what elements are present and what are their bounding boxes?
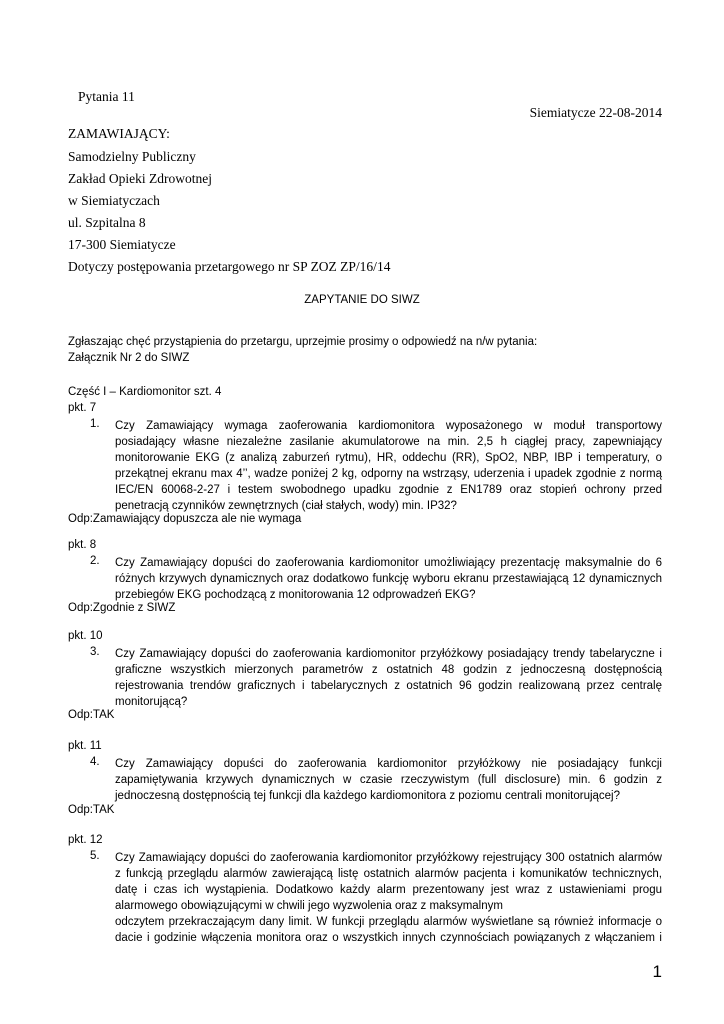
question-line: różnych krzywych dynamicznych oraz dodatkowo funkcję wyboru ekranu przestawiającą 12 dynamicznych xyxy=(115,573,662,585)
question-line: Czy Zamawiający dopuści do zaoferowania kardiomonitor umożliwiający prezentację maksymalnie do 6 xyxy=(115,557,662,569)
question-line: Czy Zamawiający wymaga zaoferowania kardiomonitora wyposażonego w moduł transportowy xyxy=(115,420,662,432)
question-line: monitorującą? xyxy=(115,696,188,708)
intro-text: Zgłaszając chęć przystąpienia do przetargu, uprzejmie prosimy o odpowiedź na n/w pytania: xyxy=(68,336,538,348)
document-label: Pytania 11 xyxy=(78,89,135,104)
org-line: 17-300 Siemiatycze xyxy=(68,237,176,252)
org-line: Samodzielny Publiczny xyxy=(68,149,196,164)
answer-text: Odp:Zamawiający dopuszcza ale nie wymaga xyxy=(68,513,302,525)
question-line: IEC/EN 60068-2-27 i testem swobodnego upadku zgodnie z EN1789 oraz stopień ochrony przed xyxy=(115,484,662,496)
question-number: 1. xyxy=(90,418,100,430)
question-line: rejestrowania trendów graficznych i tabelarycznych z ostatnich 96 godzin realizowaną przez centralę xyxy=(115,680,662,692)
question-text xyxy=(115,555,662,603)
question-number: 2. xyxy=(90,555,100,567)
orderer-heading: ZAMAWIAJĄCY: xyxy=(68,126,170,141)
question-line: Czy Zamawiający dopuści do zaoferowania kardiomonitor przyłóżkowy posiadający trendy tabelaryczne i xyxy=(115,648,662,660)
answer-text: Odp:Zgodnie z SIWZ xyxy=(68,602,176,614)
question-line: jednoczesną dostępnością tej funkcji dla każdego kardiomonitora z poziomu centrali monitorującej? xyxy=(115,790,621,802)
question-line: Czy Zamawiający dopuści do zaoferowania kardiomonitor przyłóżkowy nie posiadający funkcji xyxy=(115,758,662,770)
question-pkt: pkt. 11 xyxy=(68,740,102,752)
question-number: 5. xyxy=(90,850,100,862)
question-text xyxy=(115,646,662,710)
question-line: alarmowego obowiązującymi w chwili jego wyzwolenia oraz z maksymalnym xyxy=(115,900,503,912)
section-heading: Część I – Kardiomonitor szt. 4 xyxy=(68,386,222,398)
question-pkt: pkt. 10 xyxy=(68,630,103,642)
question-text xyxy=(115,850,662,946)
question-line: datę i czas ich wystąpienia. Dodatkowo każdy alarm prezentowany jest wraz z ustawieniami progu xyxy=(115,884,662,896)
answer-text: Odp:TAK xyxy=(68,709,115,721)
question-pkt: pkt. 8 xyxy=(68,539,97,551)
question-line: odczytem przekraczającym dany limit. W funkcji przeglądu alarmów wyświetlane są również informacje o xyxy=(115,916,662,928)
attachment-label: Załącznik Nr 2 do SIWZ xyxy=(68,352,190,364)
question-line: przebiegów EKG pochodzącą z monitorowania 12 odprowadzeń EKG? xyxy=(115,589,476,601)
question-line: zapamiętywania krzywych dynamicznych w czasie rzeczywistym (full disclosure) min. 6 godzin z xyxy=(115,774,662,786)
question-text xyxy=(115,418,662,514)
question-line: posiadający własne niezależne zasilanie akumulatorowe na min. 2,5 h ciągłej pracy, zapewniający xyxy=(115,436,662,448)
page-number: 1 xyxy=(652,962,662,981)
document-title: ZAPYTANIE DO SIWZ xyxy=(304,294,420,306)
question-line: przekątnej ekranu max 4’’, wadze poniżej 2 kg, odporny na wstrząsy, uderzenia i upadek zgodnie z normą xyxy=(115,468,662,480)
org-line: ul. Szpitalna 8 xyxy=(68,215,146,230)
question-pkt: pkt. 7 xyxy=(68,402,97,414)
answer-text: Odp:TAK xyxy=(68,804,115,816)
question-line: graficzne wszystkich mierzonych parametrów z ostatnich 48 godzin z jednoczesną dostępnością xyxy=(115,664,662,676)
question-line: z funkcją przeglądu alarmów zawierającą listę ostatnich alarmów pacjenta i komunikatów technicznych, xyxy=(115,868,662,880)
document-date: Siemiatycze 22-08-2014 xyxy=(529,105,662,120)
question-text xyxy=(115,756,662,804)
question-pkt: pkt. 12 xyxy=(68,834,103,846)
org-line: Zakład Opieki Zdrowotnej xyxy=(68,171,212,186)
procedure-reference: Dotyczy postępowania przetargowego nr SP ZOZ ZP/16/14 xyxy=(68,259,391,274)
question-number: 4. xyxy=(90,756,100,768)
question-number: 3. xyxy=(90,646,100,658)
org-line: w Siemiatyczach xyxy=(68,193,160,208)
question-line: Czy Zamawiający dopuści do zaoferowania kardiomonitor przyłóżkowy rejestrujący 300 ostatnich alarmów xyxy=(115,852,662,864)
question-line: penetracją czynników zewnętrznych (ciał stałych, wody) min. IP32? xyxy=(115,500,457,512)
question-line: monitorowanie EKG (z analizą zaburzeń rytmu), HR, oddechu (RR), SpO2, NBP, IBP i temperatury, o xyxy=(115,452,662,464)
question-line: dacie i godzinie włączenia monitora oraz o wszystkich innych czynnościach powiązanych z włączaniem i xyxy=(115,932,662,944)
